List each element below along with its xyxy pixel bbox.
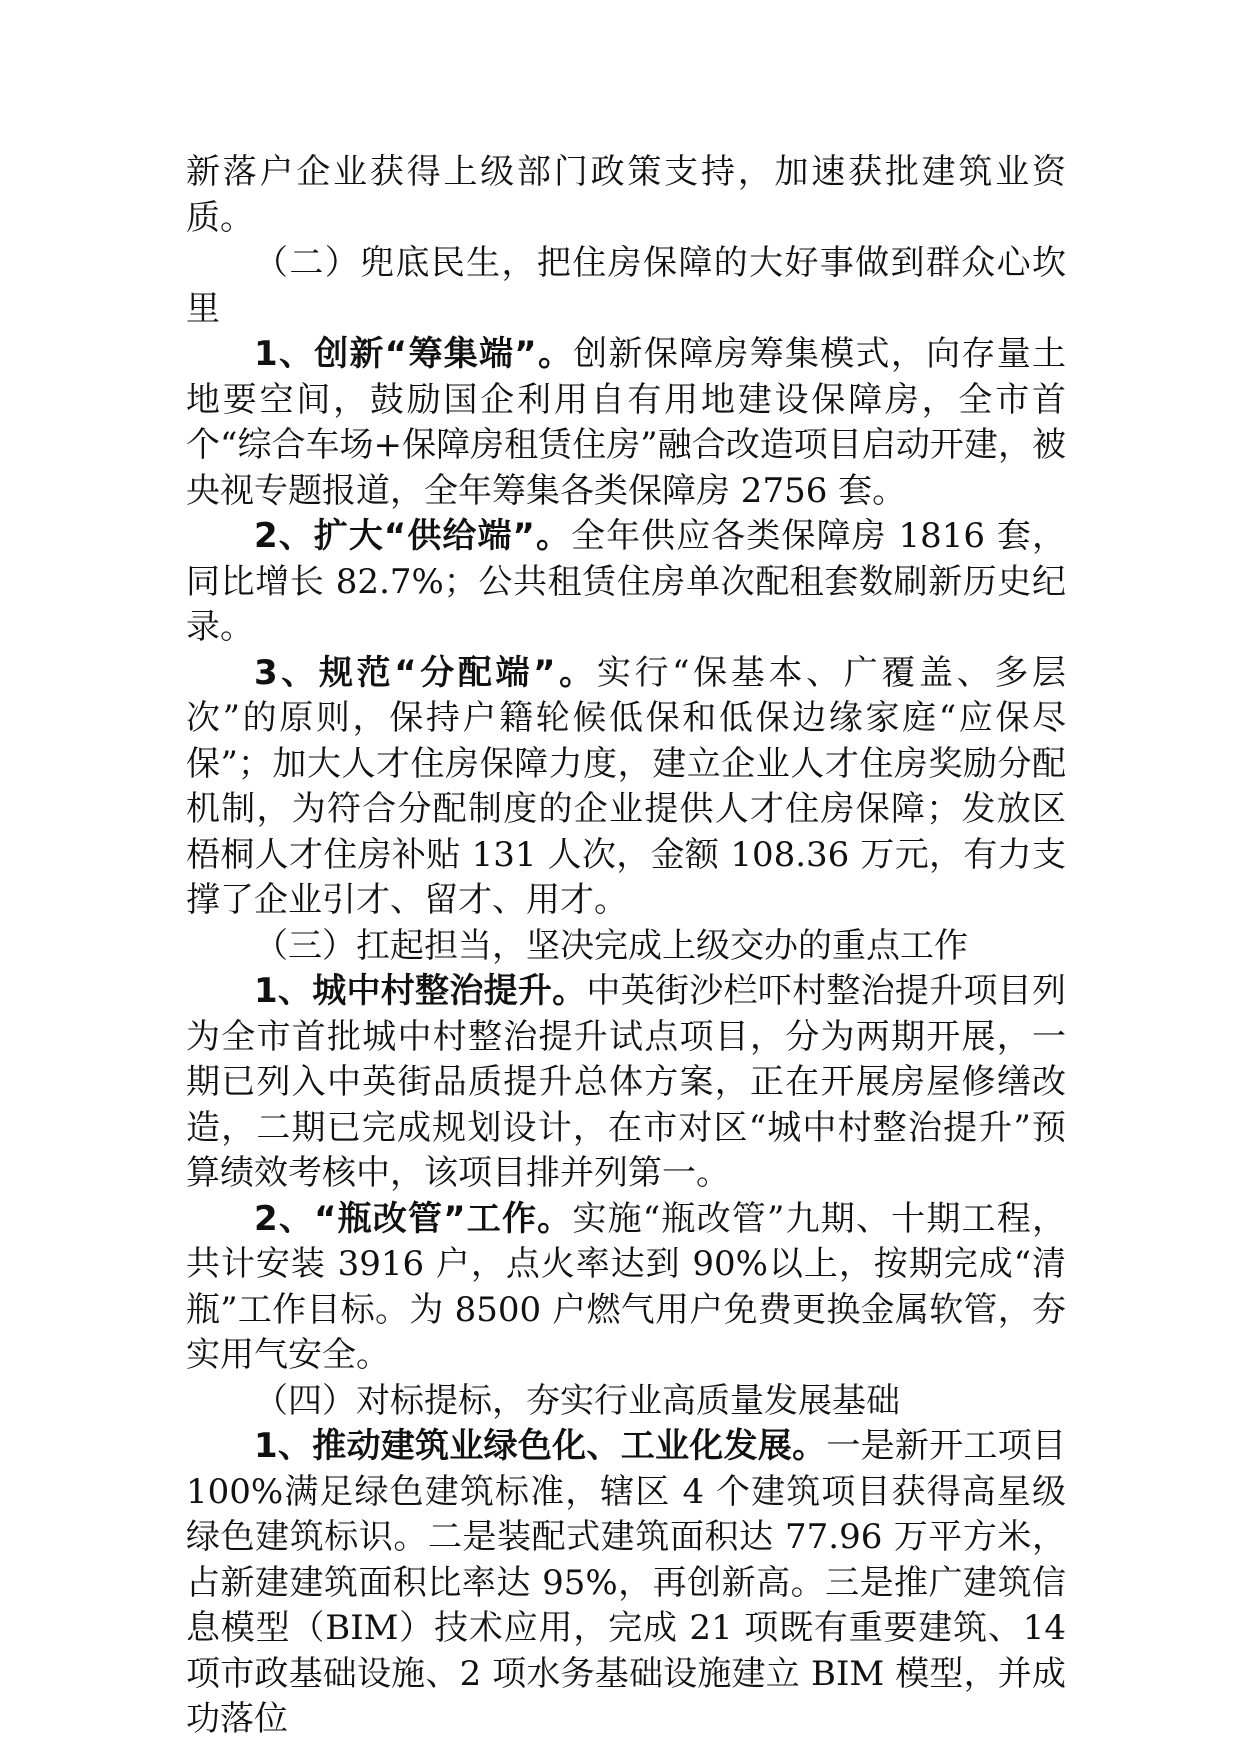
heading-text: （二）兜底民生，把住房保障的大好事做到群众心坎里 [186,243,1066,329]
heading-text: （三）扛起担当，坚决完成上级交办的重点工作 [254,925,968,966]
paragraph-text: 实行“保基本、广覆盖、多层次”的原则，保持户籍轮候低保和低保边缘家庭“应保尽保”；加大人才住房保障力度，建立企业人才住房奖励分配机制，为符合分配制度的企业提供人才住房保障；发放区梧桐人才住房补贴 131 人次，金额 108.36 万元，有力支撑了企业引才、留才、用才。 [186,652,1066,920]
section-heading-2 [186,241,1066,332]
paragraph-urban-village [186,969,1066,1197]
paragraph-lead: 2、“瓶改管”工作。 [254,1198,573,1239]
paragraph-green-building [186,1424,1066,1743]
paragraph-allocation [186,651,1066,924]
section-heading-4 [186,1379,1066,1425]
paragraph-lead: 2、扩大“供给端”。 [254,516,572,556]
paragraph-collection [186,332,1066,514]
paragraph-supply [186,514,1066,651]
paragraph-text: 实施“瓶改管”九期、十期工程，共计安装 3916 户，点火率达到 90%以上，按期完成“清瓶”工作目标。为 8500 户燃气用户免费更换金属软管，夯实用气安全。 [186,1198,1066,1375]
heading-text: （四）对标提标，夯实行业高质量发展基础 [254,1380,900,1421]
paragraph-lead: 1、推动建筑业绿色化、工业化发展。 [254,1426,827,1466]
paragraph-text: 中英街沙栏吓村整治提升项目列为全市首批城中村整治提升试点项目，分为两期开展，一期已列入中英街品质提升总体方案，正在开展房屋修缮改造，二期已完成规划设计，在市对区“城中村整治提升”预算绩效考核中，该项目排并列第一。 [186,971,1066,1193]
paragraph-lead: 3、规范“分配端”。 [254,652,597,693]
paragraph-text: 创新保障房筹集模式，向存量土地要空间，鼓励国企利用自有用地建设保障房，全市首个“综合车场+保障房租赁住房”融合改造项目启动开建，被央视专题报道，全年筹集各类保障房 2756 套。 [186,334,1067,511]
document-page [186,150,1066,1743]
paragraph-lead: 1、创新“筹集端”。 [254,334,574,374]
section-heading-3 [186,924,1066,970]
paragraph-continuation [186,150,1066,241]
paragraph-text: 一是新开工项目 100%满足绿色建筑标准，辖区 4 个建筑项目获得高星级绿色建筑标识。二是装配式建筑面积达 77.96 万平方米，占新建建筑面积比率达 95%，再创新高。三是推广建筑信息模型（BIM）技术应用，完成 21 项既有重要建筑、14 项市政基础设施、2 项水务基础设施建立 BIM 模型，并成功落位 [186,1426,1067,1739]
paragraph-text: 新落户企业获得上级部门政策支持，加速获批建筑业资质。 [186,152,1066,238]
paragraph-gas-pipeline [186,1197,1066,1379]
paragraph-text: 全年供应各类保障房 1816 套，同比增长 82.7%；公共租赁住房单次配租套数刷新历史纪录。 [186,516,1066,647]
paragraph-lead: 1、城中村整治提升。 [254,971,587,1011]
